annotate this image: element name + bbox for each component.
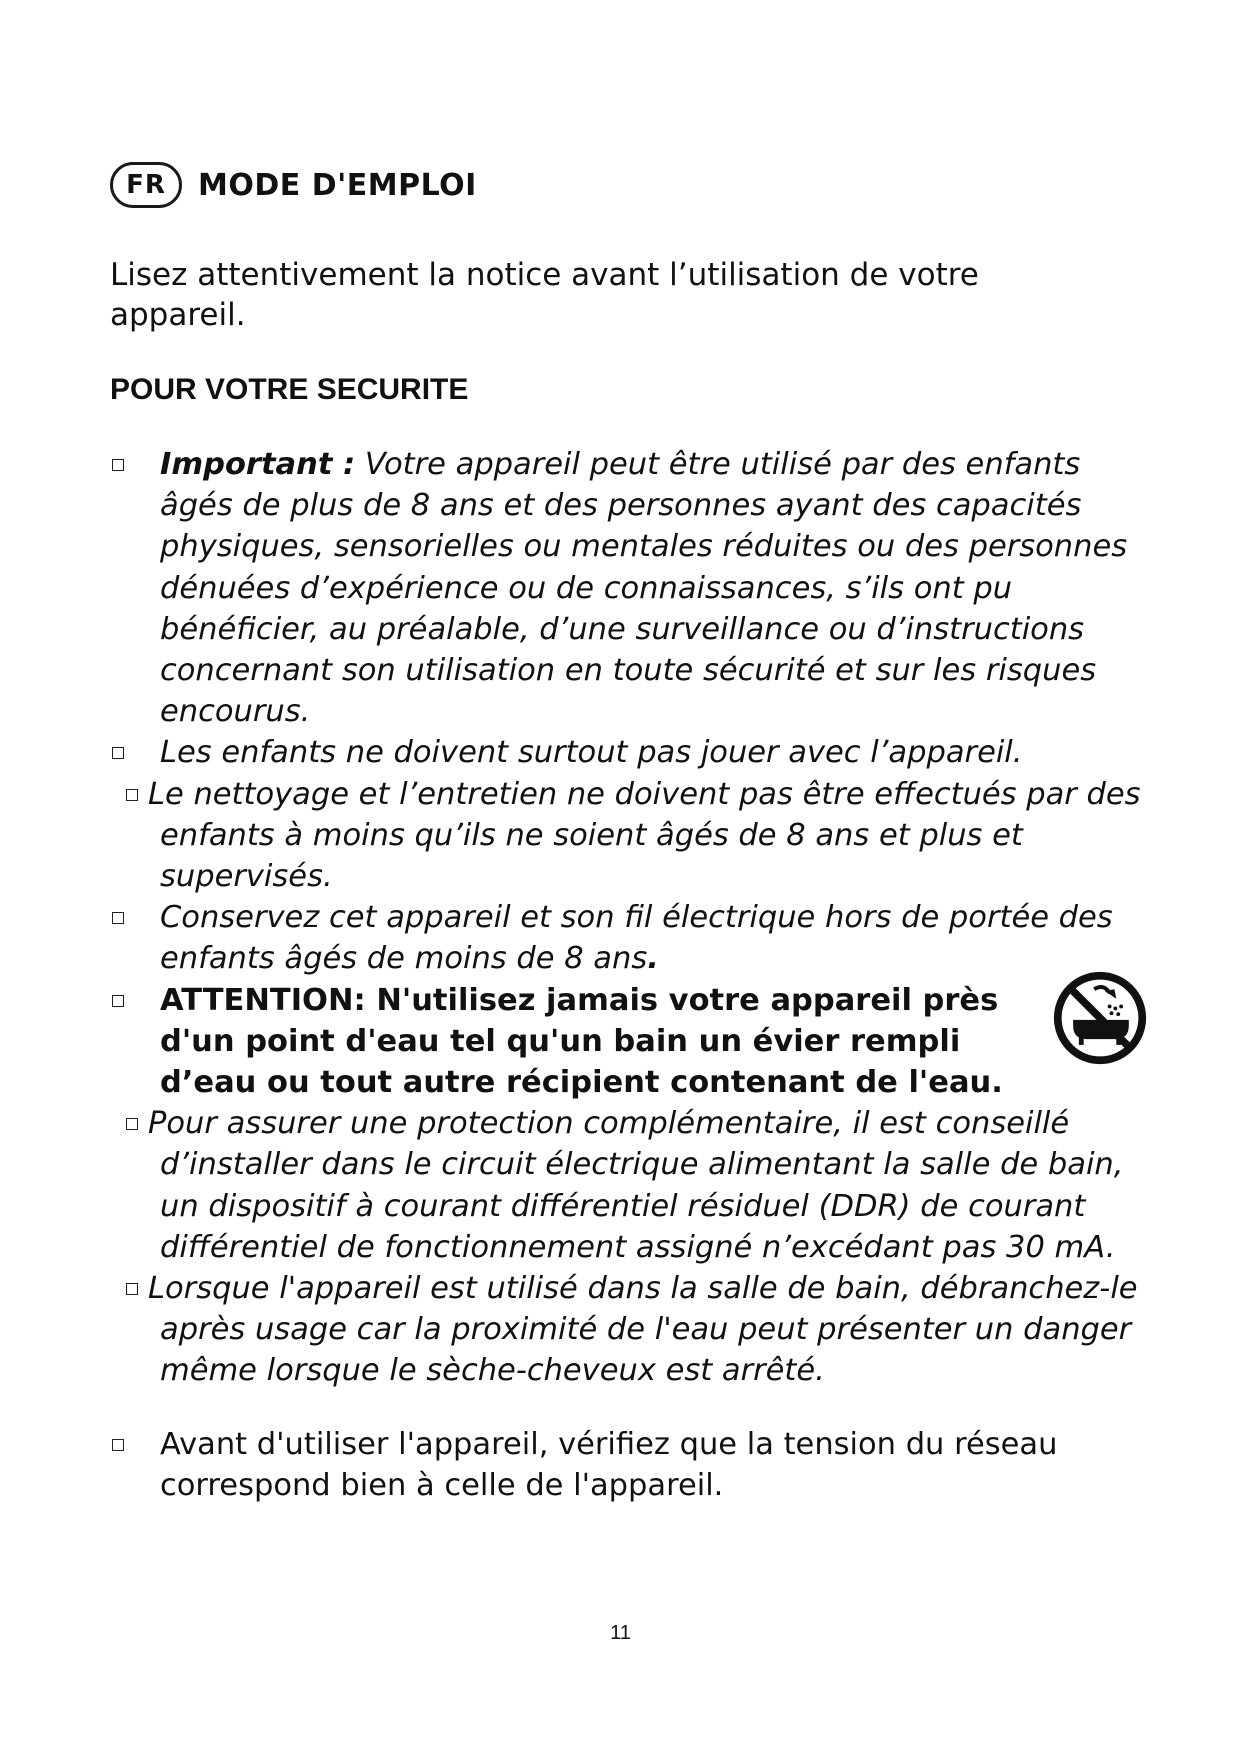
- list-item: [108, 1268, 1148, 1392]
- list-item-warning: [108, 980, 1148, 1104]
- safety-list: [108, 444, 1148, 1506]
- page-header: [110, 162, 477, 208]
- page-title: MODE D'EMPLOI: [198, 167, 477, 203]
- warning-text: ATTENTION: N'utilisez jamais votre appareil près d'un point d'eau tel qu'un bain un évier rempli d’eau ou tout autre récipient contenant de l'eau.: [160, 982, 1003, 1101]
- checkbox-bullet-icon: [126, 789, 138, 801]
- page-number: 11: [610, 1622, 631, 1644]
- item-text: Lorsque l'appareil est utilisé dans la salle de bain, débranchez-le après usage car la proximité de l'eau peut présenter un danger même lorsque le sèche-cheveux est arrêté.: [148, 1271, 1138, 1389]
- checkbox-bullet-icon: [112, 747, 124, 759]
- checkbox-bullet-icon: [112, 912, 124, 924]
- list-item: [108, 897, 1148, 979]
- important-label: Important :: [160, 447, 356, 482]
- checkbox-bullet-icon: [112, 459, 124, 471]
- checkbox-bullet-icon: [126, 1118, 138, 1130]
- item-text: Les enfants ne doivent surtout pas jouer avec l’appareil.: [160, 735, 1023, 771]
- item-text: Conservez cet appareil et son fil électrique hors de portée des enfants âgés de moins de 8 ans: [160, 900, 1113, 977]
- checkbox-bullet-icon: [112, 995, 124, 1007]
- list-item: [108, 774, 1148, 898]
- checkbox-bullet-icon: [126, 1283, 138, 1295]
- item-text: Le nettoyage et l’entretien ne doivent pas être effectués par des enfants à moins qu’ils ne soient âgés de 8 ans et plus et supervisés.: [148, 776, 1141, 895]
- item-text: Avant d'utiliser l'appareil, vérifiez que la tension du réseau correspond bien à celle de l'appareil.: [160, 1426, 1058, 1503]
- checkbox-bullet-icon: [112, 1439, 124, 1451]
- language-badge: FR: [110, 162, 182, 208]
- list-item: [108, 444, 1148, 732]
- intro-paragraph: Lisez attentivement la notice avant l’utilisation de votre appareil.: [110, 257, 979, 333]
- no-bath-water-warning-icon: [1052, 970, 1148, 1066]
- list-item: [108, 732, 1148, 773]
- item-text-tail: .: [647, 941, 659, 977]
- item-text: Pour assurer une protection complémentaire, il est conseillé d’installer dans le circuit électrique alimentant la salle de bain, un dispositif à courant différentiel résiduel (DDR) de courant différentiel de fonctionnement assigné n’excédant pas 30 mA.: [148, 1106, 1124, 1265]
- item-text: Votre appareil peut être utilisé par des enfants âgés de plus de 8 ans et des personnes ayant des capacités physiques, sensorielles ou mentales réduites ou des personnes dénuées d’expérience ou de connaissances, s’ils ont pu bénéficier, au préalable, d’une surveillance ou d’instructions concernant son utilisation en toute sécurité et sur les risques encourus.: [160, 447, 1128, 730]
- section-title: POUR VOTRE SECURITE: [110, 373, 469, 406]
- list-item: [108, 1424, 1148, 1506]
- list-item: [108, 1103, 1148, 1268]
